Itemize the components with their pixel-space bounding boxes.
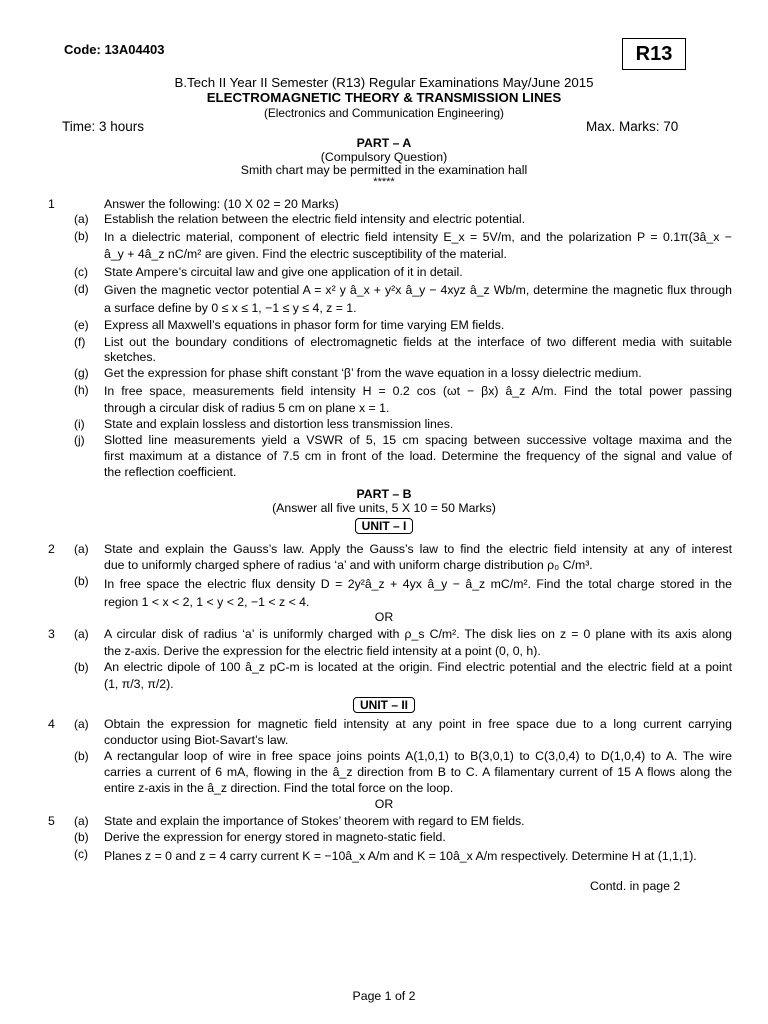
item-label: (d): [74, 282, 89, 296]
question-text: Planes z = 0 and z = 4 carry current K = −10â_x A/m and K = 10â_x A/m respectively. Determine H at (1,1,1).: [104, 849, 697, 863]
part-b-title: PART – B: [356, 487, 412, 501]
unit-2-label: UNIT – II: [353, 697, 415, 713]
question-text: entire z-axis in the â_z direction. Find the total force on the loop.: [104, 781, 454, 795]
question-text: (1, π/3, π/2).: [104, 677, 174, 691]
question-text: Express all Maxwell’s equations in phasor form for time varying EM fields.: [104, 318, 505, 332]
question-text: a surface define by 0 ≤ x ≤ 1, −1 ≤ y ≤ 4, z = 1.: [104, 301, 357, 315]
max-marks: Max. Marks: 70: [586, 119, 679, 134]
question-text: due to uniformly charged sphere of radius ‘a’ and with uniform charge distribution ρ₀ C/m³.: [104, 558, 593, 572]
part-a-title: PART – A: [356, 136, 412, 150]
branch-name: (Electronics and Communication Engineering): [264, 106, 504, 120]
question-text: In free space the electric flux density D = 2y²â_z + 4yx â_y − â_z mC/m². Find the total charge stored in the: [104, 577, 732, 591]
question-text: conductor using Biot-Savart’s law.: [104, 733, 289, 747]
part-a-instruction: Answer the following: (10 X 02 = 20 Marks): [104, 197, 339, 211]
item-label: (g): [74, 366, 89, 380]
question-text: carries a current of 6 mA, flowing in the â_z direction from B to C. A filamentary current of 15 A flows along the: [104, 765, 732, 779]
question-text: through a circular disk of radius 5 cm on plane x = 1.: [104, 401, 390, 415]
question-text: A rectangular loop of wire in free space joins points A(1,0,1) to B(3,0,1) to C(3,0,4) to D(1,0,4) to A. The wire: [104, 749, 732, 763]
question-number: 4: [48, 717, 55, 731]
question-text: List out the boundary conditions of electromagnetic fields at the interface of two different media with suitable: [104, 335, 732, 349]
item-label: (h): [74, 383, 89, 397]
regulation-badge: R13: [622, 38, 686, 70]
question-text: the reflection coefficient.: [104, 465, 237, 479]
question-text: the z-axis. Derive the expression for the electric field intensity at a point (0, 0, h).: [104, 644, 541, 658]
question-text: A circular disk of radius ‘a’ is uniformly charged with ρ_s C/m². The disk lies on z = 0 plane with its axis along: [104, 627, 732, 641]
item-label: (a): [74, 717, 89, 731]
question-text: An electric dipole of 100 â_z pC-m is located at the origin. Find electric potential and the electric field at a point: [104, 660, 732, 674]
continued-note: Contd. in page 2: [590, 879, 681, 893]
exam-title: B.Tech II Year II Semester (R13) Regular Examinations May/June 2015: [174, 75, 594, 90]
page-number: Page 1 of 2: [352, 989, 416, 1003]
item-label: (b): [74, 660, 89, 674]
question-number: 1: [48, 197, 55, 211]
question-text: Get the expression for phase shift constant ‘β’ from the wave equation in a lossy dielectric medium.: [104, 366, 642, 380]
item-label: (f): [74, 335, 86, 349]
or-separator: OR: [374, 797, 394, 811]
item-label: (b): [74, 574, 89, 588]
part-a-separator: *****: [373, 176, 395, 188]
question-text: In a dielectric material, component of electric field intensity E_x = 5V/m, and the polarization P = 0.1π(3â_x −: [104, 230, 732, 244]
question-number: 2: [48, 542, 55, 556]
question-text: State and explain the Gauss’s law. Apply the Gauss’s law to find the electric field intensity at any of interest: [104, 542, 732, 556]
part-b-subtitle: (Answer all five units, 5 X 10 = 50 Marks): [272, 501, 496, 515]
item-label: (c): [74, 265, 88, 279]
item-label: (a): [74, 627, 89, 641]
question-text: In free space, measurements field intensity H = 0.2 cos (ωt − βx) â_z A/m. Find the total power passing: [104, 384, 732, 398]
question-number: 5: [48, 814, 55, 828]
question-text: Given the magnetic vector potential A = x² y â_x + y²x â_y − 4xyz â_z Wb/m, determine the magnetic flux through: [104, 283, 732, 297]
question-text: region 1 < x < 2, 1 < y < 2, −1 < z < 4.: [104, 595, 310, 609]
item-label: (b): [74, 229, 89, 243]
question-text: Establish the relation between the electric field intensity and electric potential.: [104, 212, 526, 226]
item-label: (a): [74, 814, 89, 828]
question-number: 3: [48, 627, 55, 641]
exam-code: Code: 13A04403: [64, 42, 165, 57]
part-a-note: Smith chart may be permitted in the examination hall: [240, 163, 528, 177]
item-label: (b): [74, 830, 89, 844]
item-label: (i): [74, 417, 85, 431]
item-label: (a): [74, 212, 89, 226]
question-text: sketches.: [104, 350, 156, 364]
question-text: first maximum at a distance of 7.5 cm in front of the load. Determine the frequency of the signal and value of: [104, 449, 732, 463]
item-label: (c): [74, 847, 88, 861]
question-text: State Ampere’s circuital law and give one application of it in detail.: [104, 265, 463, 279]
unit-1-heading: [0, 519, 768, 534]
item-label: (a): [74, 542, 89, 556]
question-text: â_y + 4â_z nC/m² are given. Find the electric susceptibility of the material.: [104, 247, 507, 261]
item-label: (b): [74, 749, 89, 763]
question-text: Obtain the expression for magnetic field intensity at any point in free space due to a long current carrying: [104, 717, 732, 731]
question-text: Derive the expression for energy stored in magneto-static field.: [104, 830, 446, 844]
unit-2-heading: [0, 698, 768, 713]
question-text: State and explain the importance of Stokes’ theorem with regard to EM fields.: [104, 814, 525, 828]
item-label: (j): [74, 433, 85, 447]
item-label: (e): [74, 318, 89, 332]
subject-title: ELECTROMAGNETIC THEORY & TRANSMISSION LINES: [206, 90, 562, 105]
part-a-subtitle: (Compulsory Question): [320, 150, 448, 164]
unit-1-label: UNIT – I: [355, 518, 414, 534]
or-separator: OR: [374, 610, 394, 624]
exam-duration: Time: 3 hours: [62, 119, 145, 134]
question-text: State and explain lossless and distortion less transmission lines.: [104, 417, 454, 431]
question-text: Slotted line measurements yield a VSWR of 5, 15 cm spacing between successive voltage maxima and the: [104, 433, 732, 447]
